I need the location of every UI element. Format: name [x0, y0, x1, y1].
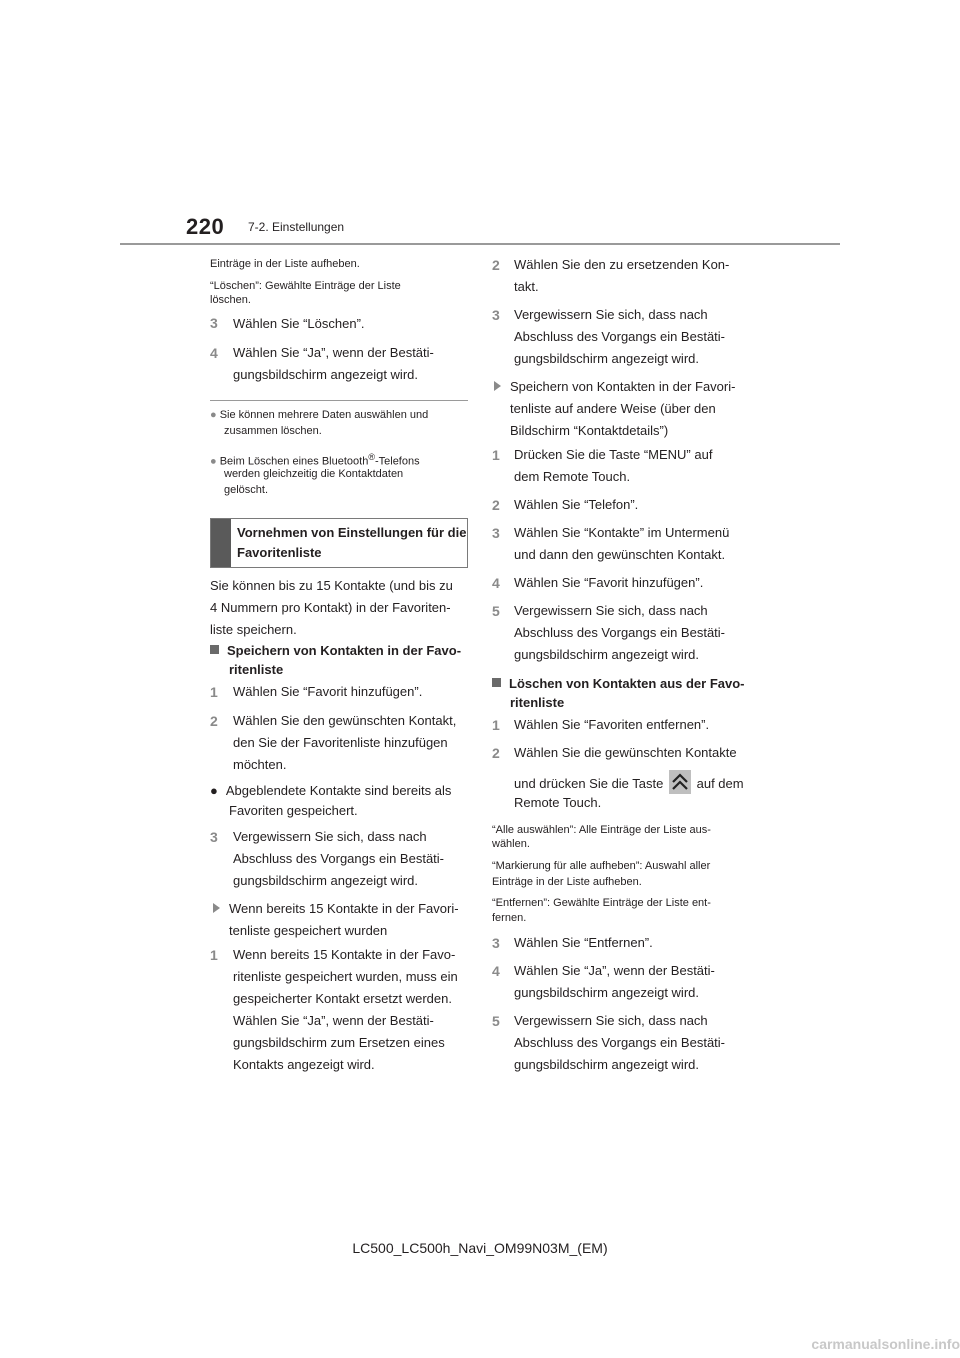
step-text: Drücken Sie die Taste “MENU” auf	[514, 447, 713, 462]
step-text: und drücken Sie die Taste auf dem	[514, 770, 744, 795]
note-text: “Alle auswählen”: Alle Einträge der Liste aus-	[492, 824, 711, 836]
triangle-bullet-icon	[213, 903, 220, 913]
step-text: Wenn bereits 15 Kontakte in der Favo-	[233, 947, 456, 962]
paragraph: Sie können bis zu 15 Kontakte (und bis zu 4 Nummern pro Kontakt) in der Favoriten- liste speichern.	[210, 578, 453, 637]
square-bullet-icon	[210, 645, 219, 654]
step-text: Wählen Sie “Favorit hinzufügen”.	[233, 684, 423, 699]
triangle-text: tenliste gespeichert wurden	[229, 923, 388, 938]
dot-text: Favoriten gespeichert.	[229, 803, 358, 818]
note-text: fernen.	[492, 912, 527, 924]
step-number: 1	[492, 717, 500, 733]
note-text: -Telefons	[374, 455, 420, 468]
step-text: Wählen Sie den gewünschten Kontakt,	[233, 713, 457, 728]
intro-line-1: Einträge in der Liste aufheben.	[210, 258, 360, 270]
step-text: Wählen Sie “Ja”, wenn der Bestäti-	[233, 1013, 434, 1028]
step-number: 3	[210, 829, 218, 845]
intro-line-2b: löschen.	[210, 294, 251, 306]
note-text: Beim Löschen eines Bluetooth	[219, 455, 369, 468]
step-text: Wählen Sie “Telefon”.	[514, 497, 639, 512]
step-text: Vergewissern Sie sich, dass nach	[233, 829, 427, 844]
step-text: Vergewissern Sie sich, dass nach	[514, 307, 708, 322]
step-text: gungsbildschirm zum Ersetzen eines	[233, 1035, 445, 1050]
step-text: Abschluss des Vorgangs ein Bestäti-	[514, 625, 726, 640]
bullet-icon: ●	[210, 409, 217, 421]
page-number: 220	[186, 214, 225, 239]
step-number: 2	[210, 713, 218, 729]
step-text: Wählen Sie “Favoriten entfernen”.	[514, 717, 710, 732]
heading-bar	[211, 519, 231, 567]
step-number: 5	[492, 603, 500, 619]
step-text: Wählen Sie “Kontakte” im Untermenü	[514, 525, 730, 540]
triangle-bullet-icon	[494, 381, 501, 391]
step-text: Wählen Sie die gewünschten Kontakte	[514, 745, 737, 760]
step-text: den Sie der Favoritenliste hinzufügen	[233, 735, 448, 750]
step-text: Vergewissern Sie sich, dass nach	[514, 1013, 708, 1028]
section-heading-box	[210, 518, 468, 568]
step-text: dem Remote Touch.	[514, 469, 631, 484]
step-number: 4	[492, 963, 500, 979]
bullet-icon: ●	[210, 455, 217, 468]
step-text: Wählen Sie “Entfernen”.	[514, 935, 653, 950]
step-text: ritenliste gespeichert wurden, muss ein	[233, 969, 458, 984]
step-text: gungsbildschirm angezeigt wird.	[514, 985, 699, 1000]
note-text: “Entfernen”: Gewählte Einträge der Liste ent-	[492, 897, 711, 909]
note-text: “Markierung für alle aufheben”: Auswahl aller	[492, 860, 711, 872]
note-item	[210, 408, 428, 422]
dot-item: ● Abgeblendete Kontakte sind bereits als	[210, 783, 452, 798]
step-text: gungsbildschirm angezeigt wird.	[233, 367, 418, 382]
note-text: Einträge in der Liste aufheben.	[492, 876, 642, 888]
step-number: 2	[492, 497, 500, 513]
step-text: gungsbildschirm angezeigt wird.	[514, 647, 699, 662]
step-text: möchten.	[233, 757, 287, 772]
step-number: 1	[492, 447, 500, 463]
step-number: 4	[492, 575, 500, 591]
section-heading: Vornehmen von Einstellungen für die Favoritenliste	[237, 525, 467, 560]
document-code: LC500_LC500h_Navi_OM99N03M_(EM)	[352, 1240, 608, 1256]
section-title: 7-2. Einstellungen	[248, 220, 345, 234]
step-text: Wählen Sie “Ja”, wenn der Bestäti-	[514, 963, 715, 978]
step-text: takt.	[514, 279, 539, 294]
step-text: und dann den gewünschten Kontakt.	[514, 547, 726, 562]
subheading: ritenliste	[229, 662, 284, 677]
subheading: Löschen von Kontakten aus der Favo-	[492, 674, 745, 693]
triangle-item: Speichern von Kontakten in der Favori-	[494, 376, 735, 398]
triangle-text: Bildschirm “Kontaktdetails”)	[510, 423, 669, 438]
step-text: gespeicherter Kontakt ersetzt werden.	[233, 991, 452, 1006]
subheading: Speichern von Kontakten in der Favo-	[210, 641, 461, 660]
step-number: 5	[492, 1013, 500, 1029]
step-text: Vergewissern Sie sich, dass nach	[514, 603, 708, 618]
note-text: werden gleichzeitig die Kontaktdaten	[224, 468, 404, 480]
step-number: 2	[492, 745, 500, 761]
note-divider	[210, 400, 468, 401]
step-text: Abschluss des Vorgangs ein Bestäti-	[514, 1035, 726, 1050]
step-number: 3	[492, 935, 500, 951]
step-text: gungsbildschirm angezeigt wird.	[514, 351, 699, 366]
step-text: Kontakts angezeigt wird.	[233, 1057, 375, 1072]
step-text: Wählen Sie den zu ersetzenden Kon-	[514, 257, 730, 272]
step-number: 3	[492, 307, 500, 323]
subheading: ritenliste	[510, 695, 565, 710]
step-text: Wählen Sie “Favorit hinzufügen”.	[514, 575, 704, 590]
step-text: Wählen Sie “Ja”, wenn der Bestäti-	[233, 345, 434, 360]
step-number: 1	[210, 947, 218, 963]
step-text: Abschluss des Vorgangs ein Bestäti-	[514, 329, 726, 344]
triangle-text: tenliste auf andere Weise (über den	[510, 401, 716, 416]
step-text: gungsbildschirm angezeigt wird.	[514, 1057, 699, 1072]
step-text: Abschluss des Vorgangs ein Bestäti-	[233, 851, 445, 866]
remote-touch-up-icon	[669, 770, 691, 794]
note-text: Sie können mehrere Daten auswählen und	[219, 409, 429, 421]
watermark: carmanualsonline.info	[811, 1336, 960, 1352]
note-text: wählen.	[492, 838, 530, 850]
header-divider	[120, 243, 840, 245]
note-text: gelöscht.	[224, 484, 269, 496]
registered-mark: ®	[368, 452, 375, 462]
square-bullet-icon	[492, 678, 501, 687]
step-number: 3	[210, 315, 218, 331]
step-text: Remote Touch.	[514, 795, 602, 810]
intro-line-2a: “Löschen”: Gewählte Einträge der Liste	[210, 280, 401, 292]
triangle-item: Wenn bereits 15 Kontakte in der Favori-	[213, 898, 459, 920]
step-number: 3	[492, 525, 500, 541]
step-number: 2	[492, 257, 500, 273]
step-number: 4	[210, 345, 218, 361]
step-text: Wählen Sie “Löschen”.	[233, 316, 365, 331]
bullet-icon: ●	[210, 783, 218, 798]
step-text: gungsbildschirm angezeigt wird.	[233, 873, 418, 888]
step-number: 1	[210, 684, 218, 700]
note-item	[210, 450, 420, 469]
note-text: zusammen löschen.	[224, 425, 322, 437]
